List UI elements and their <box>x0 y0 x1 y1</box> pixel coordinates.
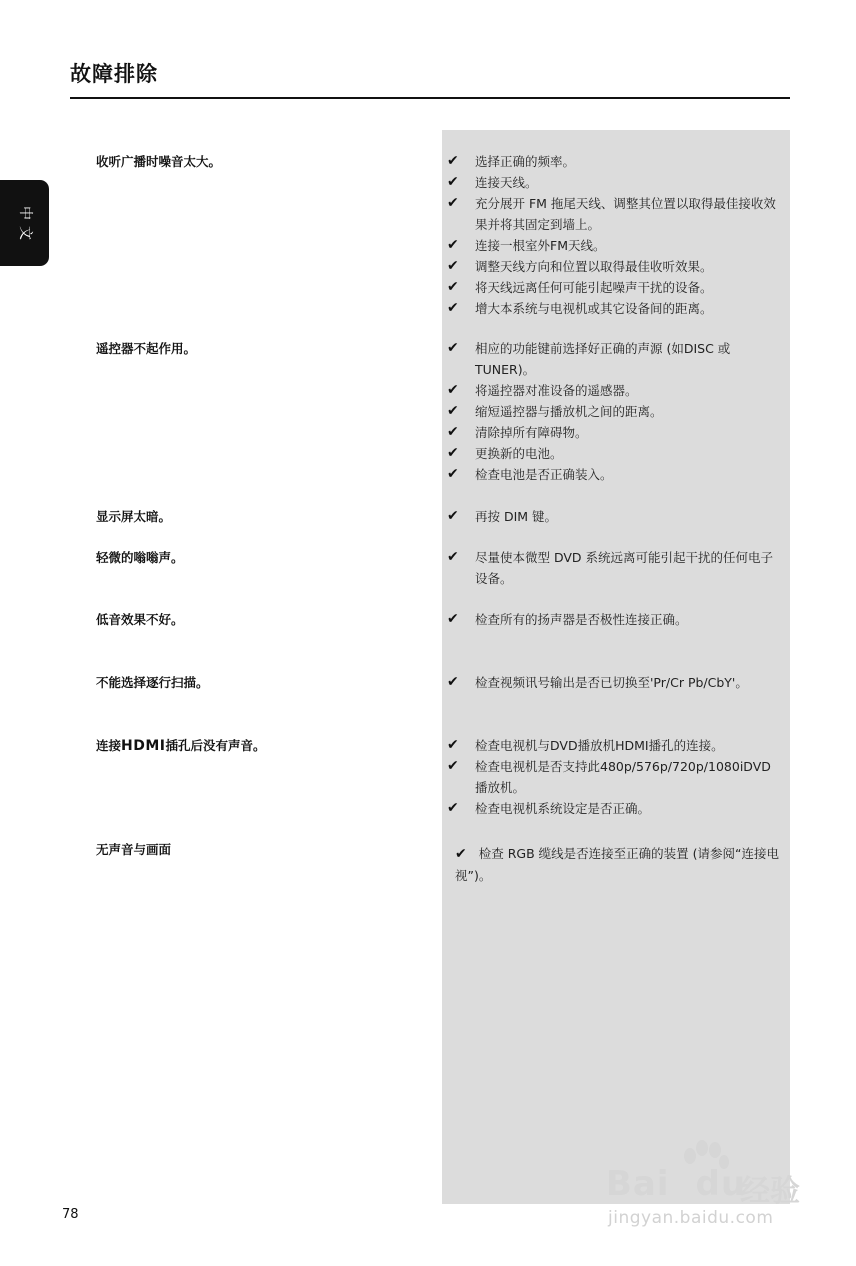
solution-list <box>447 672 785 693</box>
check-icon: ✔ <box>447 424 459 440</box>
check-icon: ✔ <box>447 549 459 565</box>
check-icon: ✔ <box>447 758 459 774</box>
solution-list <box>447 843 785 886</box>
check-icon: ✔ <box>447 174 459 190</box>
solution-list <box>447 338 785 485</box>
solution-list <box>447 547 785 589</box>
solution-item: ✔ 增大本系统与电视机或其它设备间的距离。 <box>447 298 785 319</box>
page-title: 故障排除 <box>70 62 158 86</box>
page-number: 78 <box>62 1207 79 1222</box>
check-icon: ✔ <box>447 279 459 295</box>
solution-item: ✔ 连接一根室外FM天线。 <box>447 235 785 256</box>
solution-item: ✔ 缩短遥控器与播放机之间的距离。 <box>447 401 785 422</box>
baidu-watermark <box>606 1140 806 1235</box>
solution-list <box>447 609 785 630</box>
solution-item: ✔ 检查电视机系统设定是否正确。 <box>447 798 785 819</box>
solution-item: ✔ 检查电视机与DVD播放机HDMI播孔的连接。 <box>447 735 785 756</box>
solution-item: ✔ 检查 RGB 缆线是否连接至正确的装置 (请参阅“连接电视”)。 <box>455 846 779 883</box>
language-tab-char: 中 <box>16 206 33 220</box>
solution-item: ✔ 充分展开 FM 拖尾天线、调整其位置以取得最佳接收效果并将其固定到墙上。 <box>447 195 776 232</box>
solution-list <box>447 506 785 527</box>
language-tab-char: 文 <box>16 226 33 240</box>
problem-hum: 轻微的嗡嗡声。 <box>96 550 184 565</box>
solution-list <box>447 735 785 819</box>
check-icon: ✔ <box>447 195 459 211</box>
check-icon: ✔ <box>447 737 459 753</box>
check-icon: ✔ <box>447 258 459 274</box>
solution-item: ✔ 将天线远离任何可能引起噪声干扰的设备。 <box>447 277 785 298</box>
check-icon: ✔ <box>447 300 459 316</box>
solution-item: ✔ 更换新的电池。 <box>447 443 785 464</box>
check-icon: ✔ <box>447 237 459 253</box>
check-icon: ✔ <box>447 382 459 398</box>
check-icon: ✔ <box>455 846 467 862</box>
solution-item: ✔ 尽量使本微型 DVD 系统远离可能引起干扰的任何电子设备。 <box>447 549 774 586</box>
solution-item: ✔ 调整天线方向和位置以取得最佳收听效果。 <box>447 256 785 277</box>
solution-list <box>447 151 785 319</box>
problem-no-av: 无声音与画面 <box>96 842 172 857</box>
solution-item: ✔ 检查电池是否正确装入。 <box>447 464 785 485</box>
problem-bass: 低音效果不好。 <box>96 612 184 627</box>
title-divider <box>70 97 790 99</box>
language-tab <box>0 180 49 266</box>
check-icon: ✔ <box>447 800 459 816</box>
solution-item: ✔ 将遥控器对准设备的遥感器。 <box>447 380 785 401</box>
check-icon: ✔ <box>447 445 459 461</box>
problem-progressive-scan: 不能选择逐行扫描。 <box>96 675 209 690</box>
check-icon: ✔ <box>447 674 459 690</box>
solution-item: ✔ 再按 DIM 键。 <box>447 506 785 527</box>
watermark-brand: Bai du <box>606 1164 747 1204</box>
check-icon: ✔ <box>447 611 459 627</box>
check-icon: ✔ <box>447 153 459 169</box>
check-icon: ✔ <box>447 508 459 524</box>
problem-hdmi-no-sound: 连接HDMI插孔后没有声音。 <box>96 738 266 754</box>
solution-item: ✔ 检查电视机是否支持此480p/576p/720p/1080iDVD 播放机。 <box>447 758 771 795</box>
problem-noise-radio: 收听广播时噪音太大。 <box>96 154 222 169</box>
solution-item: ✔ 相应的功能键前选择好正确的声源 (如DISC 或 TUNER)。 <box>447 340 731 377</box>
solution-item: ✔ 连接天线。 <box>447 172 785 193</box>
check-icon: ✔ <box>447 403 459 419</box>
solution-item: ✔ 清除掉所有障碍物。 <box>447 422 785 443</box>
solution-item: ✔ 检查视频讯号输出是否已切换至'Pr/Cr Pb/CbY'。 <box>447 672 785 693</box>
check-icon: ✔ <box>447 340 459 356</box>
watermark-url: jingyan.baidu.com <box>608 1208 774 1228</box>
solution-item: ✔ 选择正确的频率。 <box>447 151 785 172</box>
problem-remote: 遥控器不起作用。 <box>96 341 197 356</box>
watermark-service: 经验 <box>740 1174 800 1209</box>
solution-item: ✔ 检查所有的扬声器是否极性连接正确。 <box>447 609 785 630</box>
check-icon: ✔ <box>447 466 459 482</box>
problem-display-dim: 显示屏太暗。 <box>96 509 172 524</box>
